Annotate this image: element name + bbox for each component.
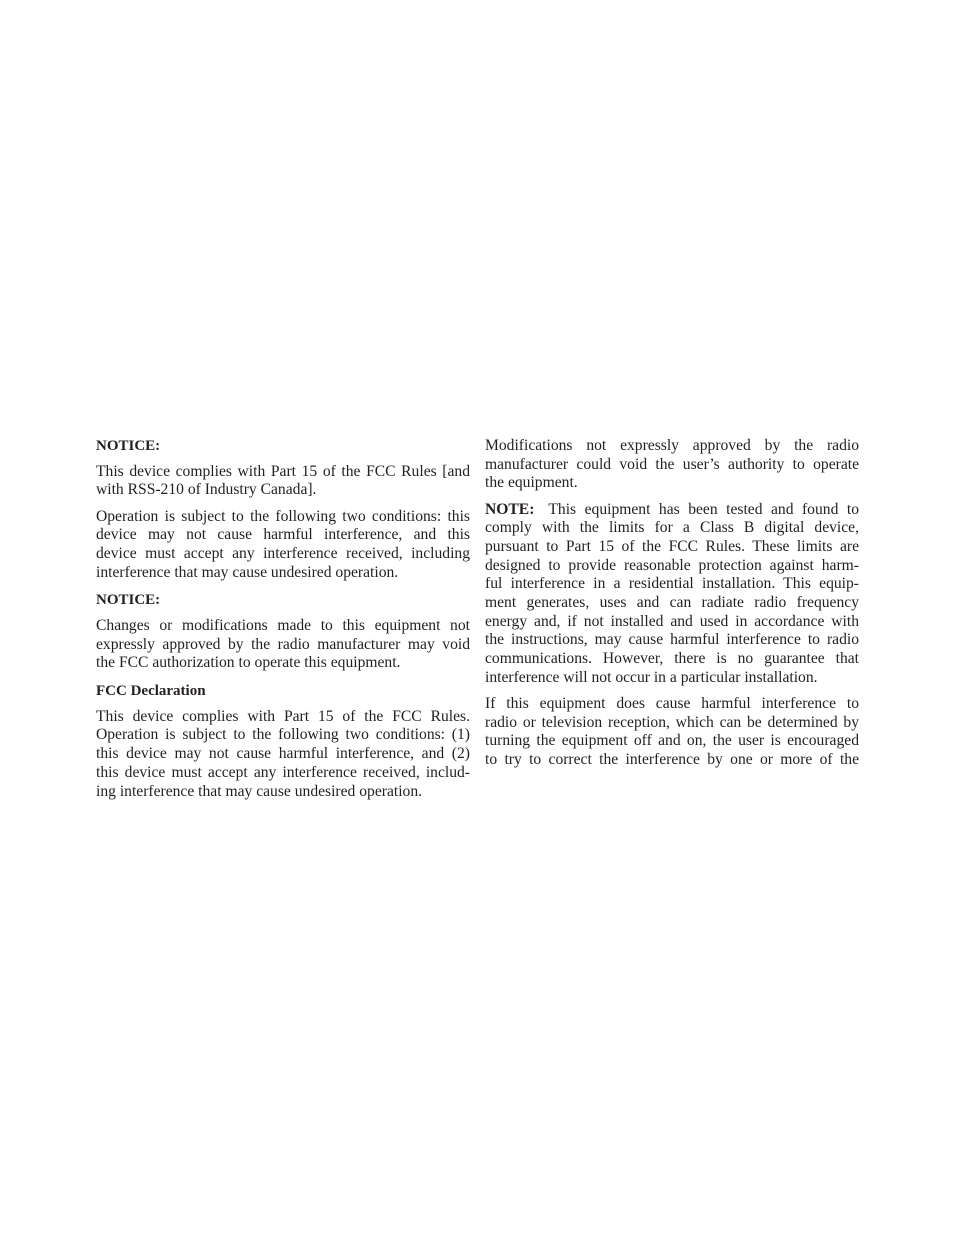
interference-correction-paragraph (485, 695, 859, 770)
right-column (485, 437, 859, 777)
text-line: comply with the limits for a Class B digital device, (485, 519, 859, 537)
text-line: the instructions, may cause harmful interference to radio (485, 631, 859, 649)
modifications-notice-paragraph (96, 617, 470, 673)
left-column (96, 437, 470, 809)
class-b-note-paragraph (485, 501, 859, 688)
text-line: device may not cause harmful interference, and this (96, 526, 470, 544)
text-line: device must accept any interference received, including (96, 544, 470, 562)
text-line: Operation is subject to the following two conditions: (1) (96, 726, 470, 744)
text-line: this device may not cause harmful interference, and (2) (96, 745, 470, 763)
text-line: manufacturer could void the user’s authority to operate (485, 455, 859, 473)
text-line: interference that may cause undesired operation. (96, 563, 399, 581)
fcc-declaration-paragraph (96, 708, 470, 801)
text-line: If this equipment does cause harmful interference to (485, 694, 859, 712)
text-line: Changes or modifications made to this equipment not (96, 617, 470, 634)
text-line: interference will not occur in a particular installation. (485, 668, 818, 686)
text-line: expressly approved by the radio manufacturer may void (96, 635, 470, 653)
text-line: the FCC authorization to operate this equipment. (96, 654, 401, 672)
text-line: this device must accept any interference received, includ- (96, 763, 470, 781)
text-line: This device complies with Part 15 of the FCC Rules [and (96, 462, 470, 480)
text-line: Operation is subject to the following two conditions: this (96, 507, 470, 525)
text-line (485, 501, 859, 520)
note-first-line: This equipment has been tested and found to (548, 500, 859, 518)
operation-conditions-paragraph (96, 508, 470, 583)
text-line: ment generates, uses and can radiate radio frequency (485, 594, 859, 611)
modifications-paragraph (485, 437, 859, 493)
text-line: This device complies with Part 15 of the FCC Rules. (96, 707, 470, 725)
text-line: to try to correct the interference by one or more of the (485, 751, 859, 768)
text-line: turning the equipment off and on, the user is encouraged (485, 732, 859, 750)
text-line: pursuant to Part 15 of the FCC Rules. These limits are (485, 537, 859, 555)
text-line: with RSS-210 of Industry Canada]. (96, 481, 317, 499)
text-line: Modifications not expressly approved by the radio (485, 437, 859, 454)
text-line: radio or television reception, which can be determined by (485, 713, 859, 731)
text-line: designed to provide reasonable protection against harm- (485, 556, 859, 574)
text-line: ing interference that may cause undesired operation. (96, 782, 423, 800)
note-label: NOTE: (485, 500, 535, 518)
fcc-declaration-heading: FCC Declaration (96, 683, 206, 700)
text-line: energy and, if not installed and used in accordance with (485, 612, 859, 630)
notice-heading: NOTICE: (96, 592, 161, 609)
text-line: ful interference in a residential installation. This equip- (485, 575, 859, 593)
notice-heading: NOTICE: (96, 438, 161, 454)
fcc-compliance-paragraph (96, 463, 470, 500)
text-line: the equipment. (485, 474, 578, 492)
text-line: communications. However, there is no guarantee that (485, 650, 859, 668)
